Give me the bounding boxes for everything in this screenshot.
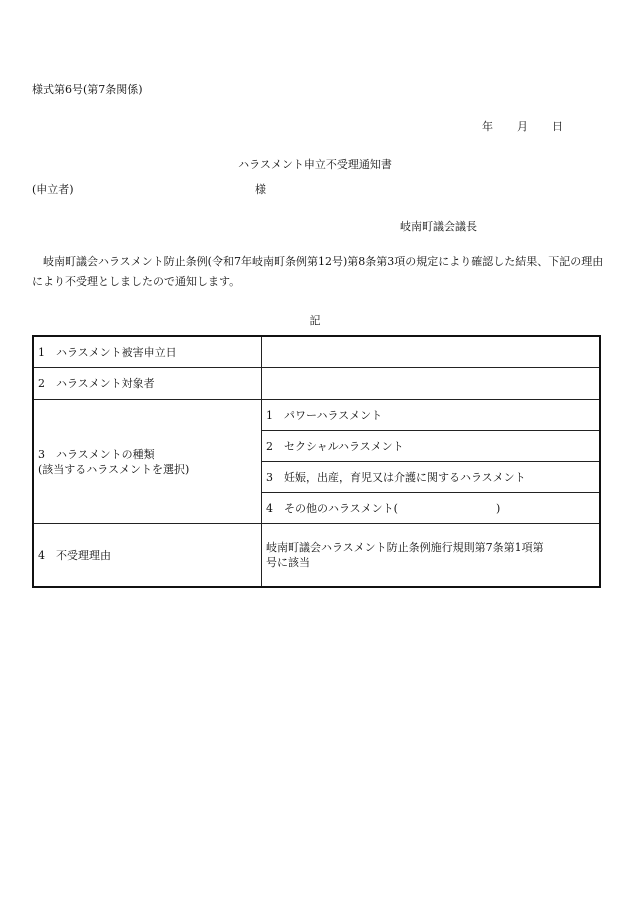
reason-line: 号に該当 — [266, 556, 310, 569]
document-title: ハラスメント申立不受理通知書 — [238, 158, 392, 171]
option-text: その他のハラスメント( — [284, 501, 398, 515]
option-number: 3 — [266, 470, 273, 484]
harassment-option-maternity[interactable] — [262, 462, 601, 493]
option-number: 1 — [266, 408, 273, 422]
table-row — [33, 400, 600, 431]
row-label-text: ハラスメント被害申立日 — [56, 345, 177, 359]
ki-heading: 記 — [309, 314, 321, 327]
harassment-option-other[interactable] — [262, 493, 601, 524]
table-row — [33, 336, 600, 368]
option-number: 4 — [266, 501, 273, 515]
row-label-text: ハラスメント対象者 — [56, 377, 155, 390]
option-close-paren: ) — [495, 501, 501, 515]
reason-line: 岐南町議会ハラスメント防止条例施行規則第7条第1項第 — [266, 541, 544, 554]
complaint-date-field[interactable] — [262, 336, 601, 368]
rejection-reason-field[interactable] — [262, 524, 601, 588]
row-label-text: ハラスメントの種類 — [56, 447, 155, 461]
option-text: セクシャルハラスメント — [284, 439, 404, 453]
row-label-text: 不受理理由 — [56, 548, 111, 562]
row-label — [33, 368, 262, 400]
row-number: 1 — [38, 345, 45, 359]
harassment-option-power[interactable] — [262, 400, 601, 431]
row-label — [33, 336, 262, 368]
date-year-label: 年 — [482, 120, 493, 133]
sender-name: 岐南町議会議長 — [400, 220, 477, 233]
applicant-honorific: 様 — [255, 183, 266, 196]
harassment-option-sexual[interactable] — [262, 431, 601, 462]
option-number: 2 — [266, 439, 273, 453]
date-day-label: 日 — [552, 120, 563, 133]
option-text: 妊娠，出産，育児又は介護に関するハラスメント — [284, 470, 526, 484]
row-label — [33, 524, 262, 588]
row-label-subtext: (該当するハラスメントを選択) — [38, 462, 190, 476]
row-number: 2 — [38, 377, 45, 390]
target-person-field[interactable] — [262, 368, 601, 400]
form-number: 様式第6号(第7条関係) — [32, 83, 143, 96]
harassment-type-label — [33, 400, 262, 524]
detail-table — [32, 335, 601, 588]
table-row — [33, 524, 600, 588]
date-month-label: 月 — [517, 120, 528, 133]
date-line — [482, 118, 563, 134]
table-row — [33, 368, 600, 400]
option-text: パワーハラスメント — [284, 408, 383, 422]
applicant-label: (申立者) — [32, 183, 74, 196]
row-number: 4 — [38, 548, 45, 562]
row-number: 3 — [38, 447, 45, 461]
body-paragraph: 岐南町議会ハラスメント防止条例(令和7年岐南町条例第12号)第8条第3項の規定により確認した結果、下記の理由により不受理としましたので通知します。 — [32, 255, 604, 288]
